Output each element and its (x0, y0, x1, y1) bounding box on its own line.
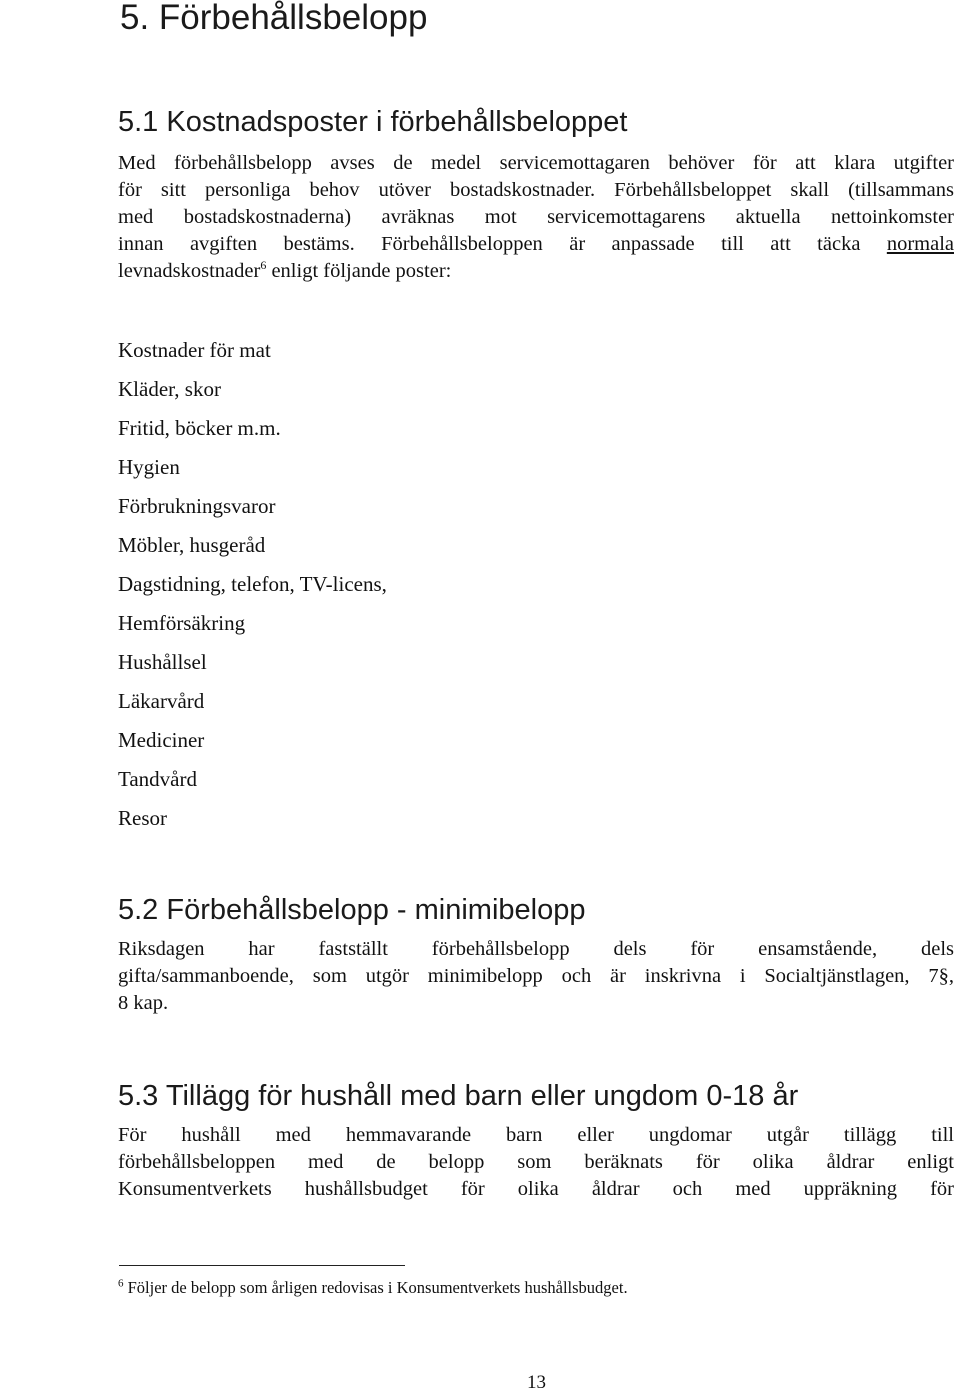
footnote-text: Följer de belopp som årligen redovisas i Konsumentverkets hushållsbudget. (123, 1278, 628, 1297)
page-number: 13 (527, 1372, 546, 1393)
paragraph-line: För hushåll med hemmavarande barn eller ungdomar utgår tillägg till (118, 1124, 954, 1146)
list-item: Läkarvård (118, 689, 205, 713)
footnote (118, 1278, 628, 1298)
section-5-3-heading: 5.3 Tillägg för hushåll med barn eller ungdom 0-18 år (118, 1080, 799, 1112)
cost-items-list (118, 335, 387, 842)
paragraph-line: Konsumentverkets hushållsbudget för olika åldrar och med uppräkning för (118, 1178, 954, 1200)
paragraph-line-text: enligt följande poster: (266, 260, 452, 282)
paragraph-line: 8 kap. (118, 992, 169, 1014)
list-item: Hushållsel (118, 650, 207, 674)
list-item: Hygien (118, 455, 180, 479)
paragraph-line: för sitt personliga behov utöver bostadskostnader. Förbehållsbeloppet skall (tillsammans (118, 179, 954, 201)
section-5-2-paragraph (118, 936, 954, 1017)
paragraph-line (118, 231, 954, 258)
list-item: Fritid, böcker m.m. (118, 416, 281, 440)
section-5-3-paragraph (118, 1122, 954, 1203)
list-item: Hemförsäkring (118, 611, 246, 635)
paragraph-line: förbehållsbeloppen med de belopp som beräknats för olika åldrar enligt (118, 1151, 954, 1173)
list-item: Mediciner (118, 728, 205, 752)
list-item: Kostnader för mat (118, 338, 271, 362)
page-title: 5. Förbehållsbelopp (120, 0, 428, 37)
paragraph-line-text: innan avgiften bestäms. Förbehållsbeloppen är anpassade till att täcka (118, 233, 887, 255)
list-item: Möbler, husgeråd (118, 533, 266, 557)
footnote-reference: 6 (260, 258, 267, 273)
paragraph-line (118, 258, 954, 285)
section-5-1-heading: 5.1 Kostnadsposter i förbehållsbeloppet (118, 106, 628, 138)
section-5-2-heading: 5.2 Förbehållsbelopp - minimibelopp (118, 894, 586, 926)
footnote-divider (119, 1265, 405, 1266)
paragraph-line-text: levnadskostnader (118, 260, 261, 282)
list-item: Förbrukningsvaror (118, 494, 276, 518)
list-item: Dagstidning, telefon, TV-licens, (118, 572, 387, 596)
list-item: Kläder, skor (118, 377, 221, 401)
paragraph-line: med bostadskostnaderna) avräknas mot servicemottagarens aktuella nettoinkomster (118, 206, 954, 228)
paragraph-line: gifta/sammanboende, som utgör minimibelopp och är inskrivna i Socialtjänstlagen, 7§, (118, 965, 954, 987)
footnote-number: 6 (118, 1277, 124, 1290)
list-item: Tandvård (118, 767, 197, 791)
paragraph-line: Med förbehållsbelopp avses de medel servicemottagaren behöver för att klara utgifter (118, 152, 954, 174)
underlined-word: normala (886, 233, 954, 255)
paragraph-line: Riksdagen har fastställt förbehållsbelopp dels för ensamstående, dels (118, 938, 954, 960)
section-5-1-paragraph (118, 150, 954, 285)
list-item: Resor (118, 806, 167, 830)
